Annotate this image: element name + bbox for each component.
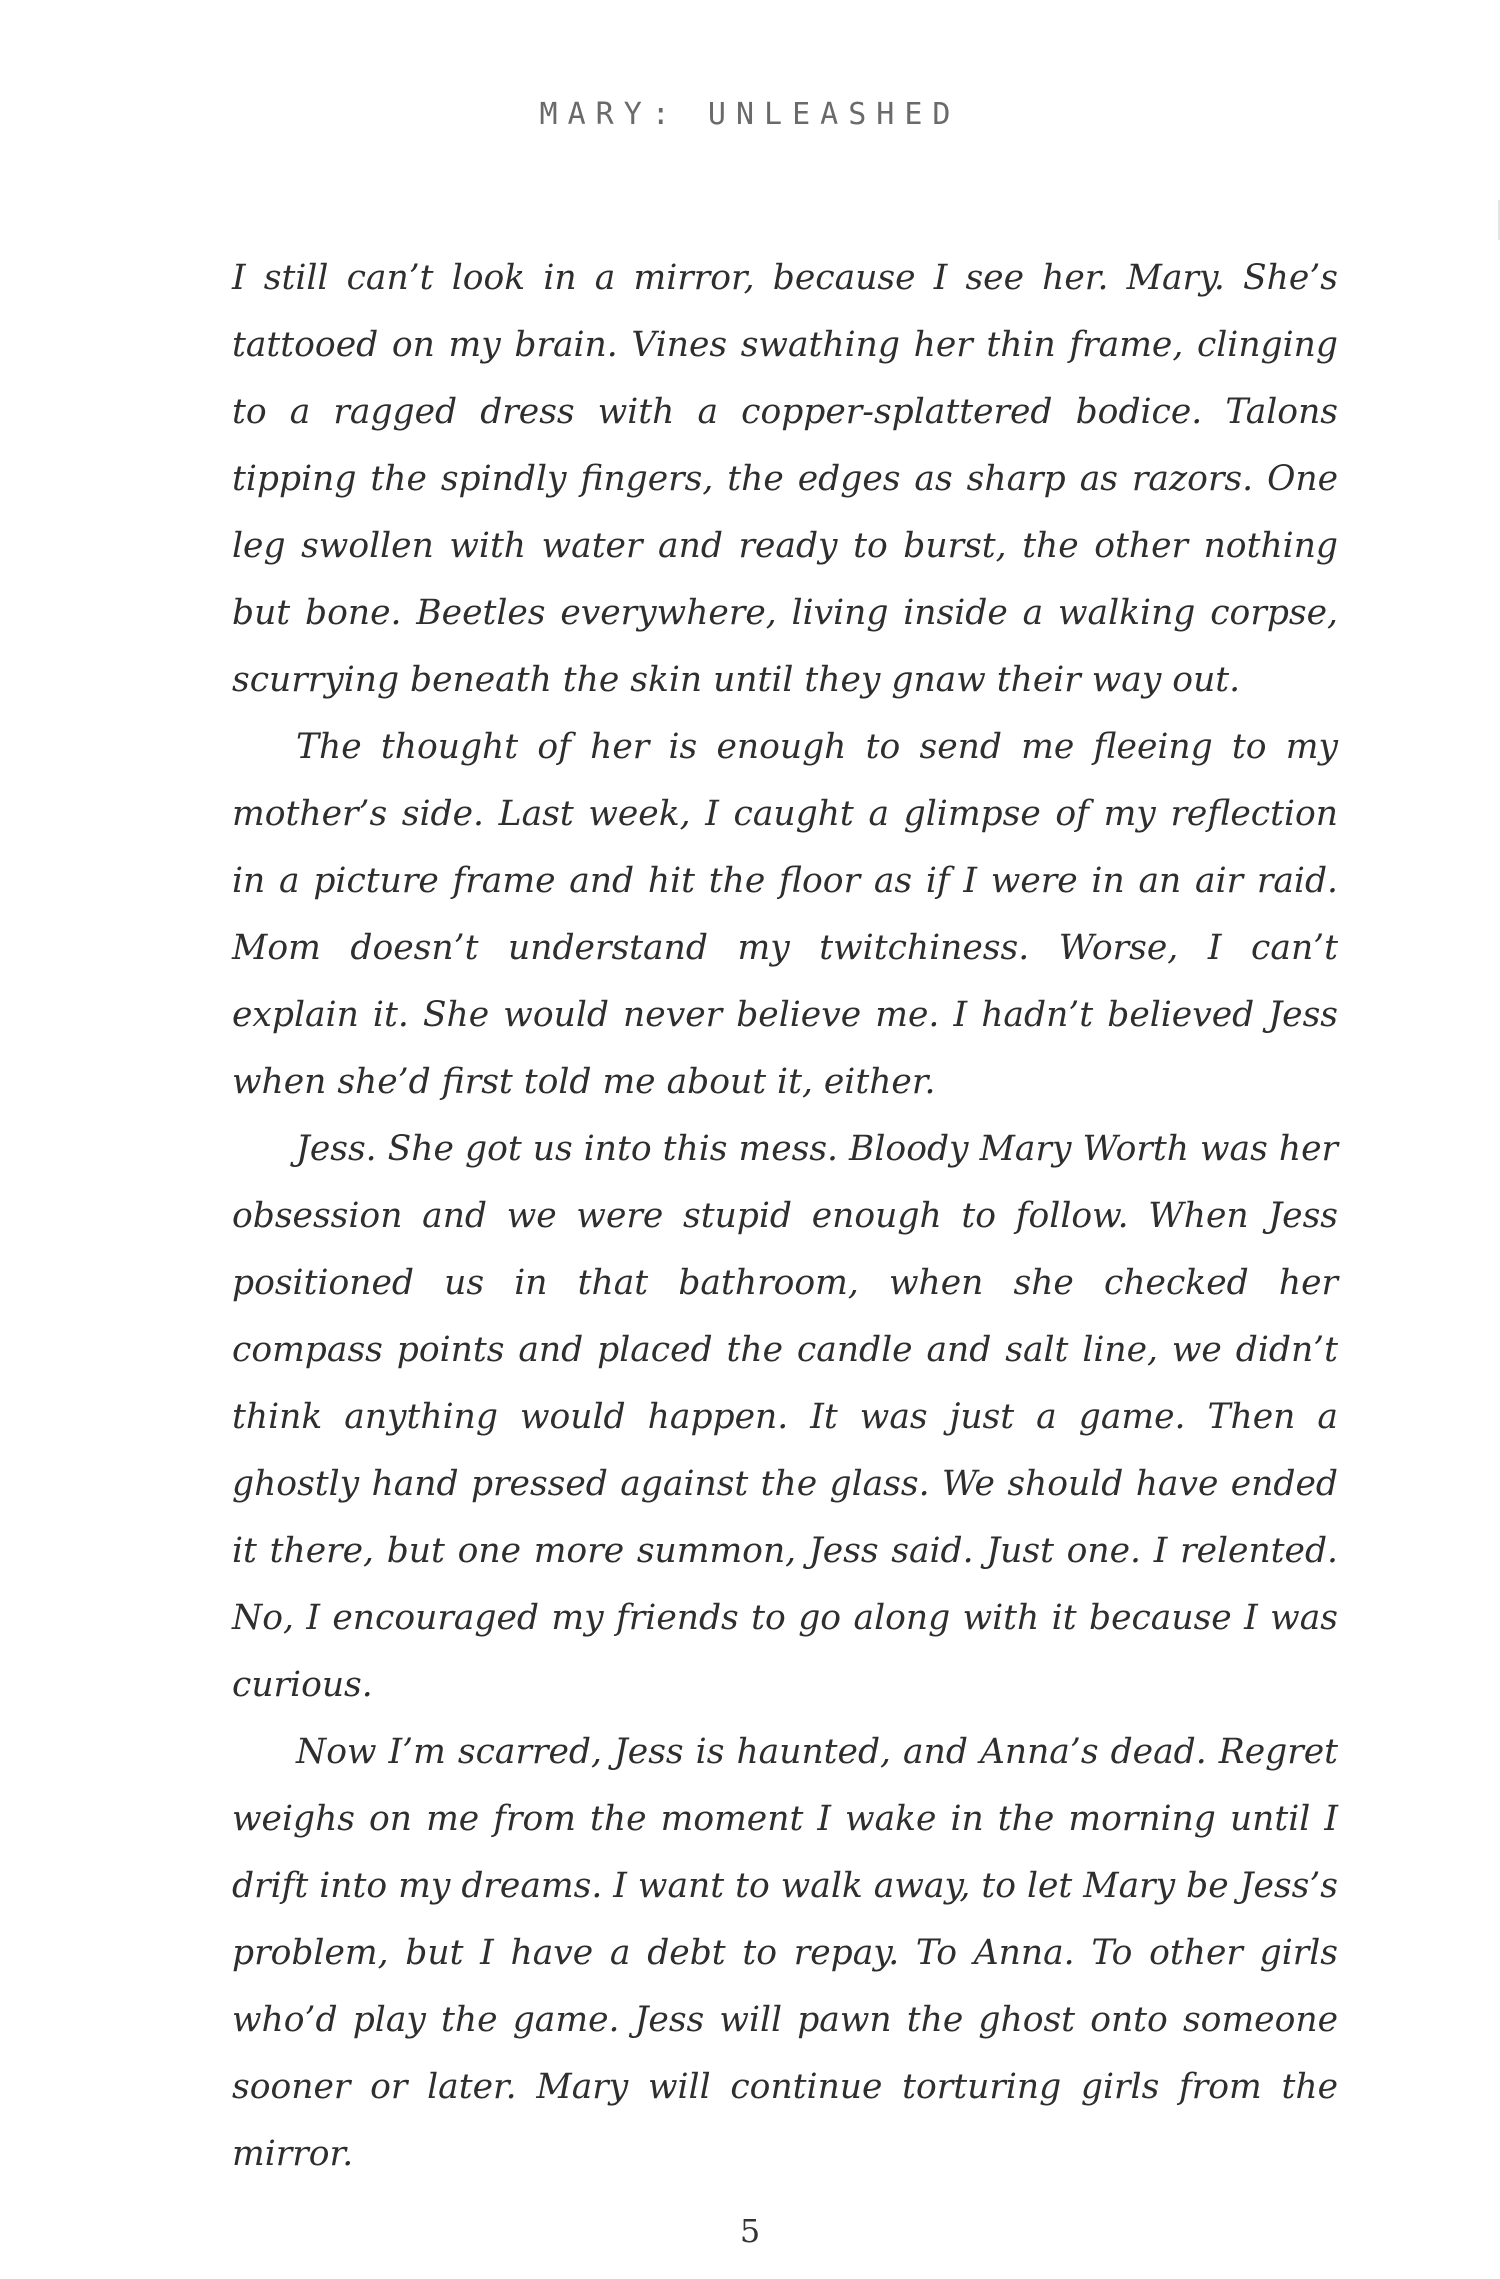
body-text bbox=[232, 245, 1338, 2188]
page-number: 5 bbox=[739, 2212, 761, 2250]
paragraph-4: Now I’m scarred, Jess is haunted, and Anna’s dead. Regret weighs on me from the moment I wake in the morning until I drift into my dreams. I want to walk away, to let Mary be Jess’s problem, but I have a debt to repay. To Anna. To other girls who’d play the game. Jess will pawn the ghost onto someone sooner or later. Mary will continue torturing girls from the mirror. bbox=[232, 1732, 1338, 2174]
paragraph-1: I still can’t look in a mirror, because I see her. Mary. She’s tattooed on my brain. Vines swathing her thin frame, clinging to a ragged dress with a copper-splattered bodice. Talons tipping the spindly fingers, the edges as sharp as razors. One leg swollen with water and ready to burst, the other nothing but bone. Beetles everywhere, living inside a walking corpse, scurrying beneath the skin until they gnaw their way out. bbox=[232, 258, 1338, 700]
running-head: MARY: UNLEASHED bbox=[539, 97, 961, 132]
paragraph-3: Jess. She got us into this mess. Bloody Mary Worth was her obsession and we were stupid enough to follow. When Jess positioned us in that bathroom, when she checked her compass points and placed the candle and salt line, we didn’t think anything would happen. It was just a game. Then a ghostly hand pressed against the glass. We should have ended it there, but one more summon, Jess said. Just one. I relented. No, I encouraged my friends to go along with it because I was curious. bbox=[232, 1129, 1338, 1705]
paragraph-2: The thought of her is enough to send me fleeing to my mother’s side. Last week, I caught a glimpse of my reflection in a picture frame and hit the floor as if I were in an air raid. Mom doesn’t understand my twitchiness. Worse, I can’t explain it. She would never believe me. I hadn’t believed Jess when she’d first told me about it, either. bbox=[232, 727, 1338, 1102]
